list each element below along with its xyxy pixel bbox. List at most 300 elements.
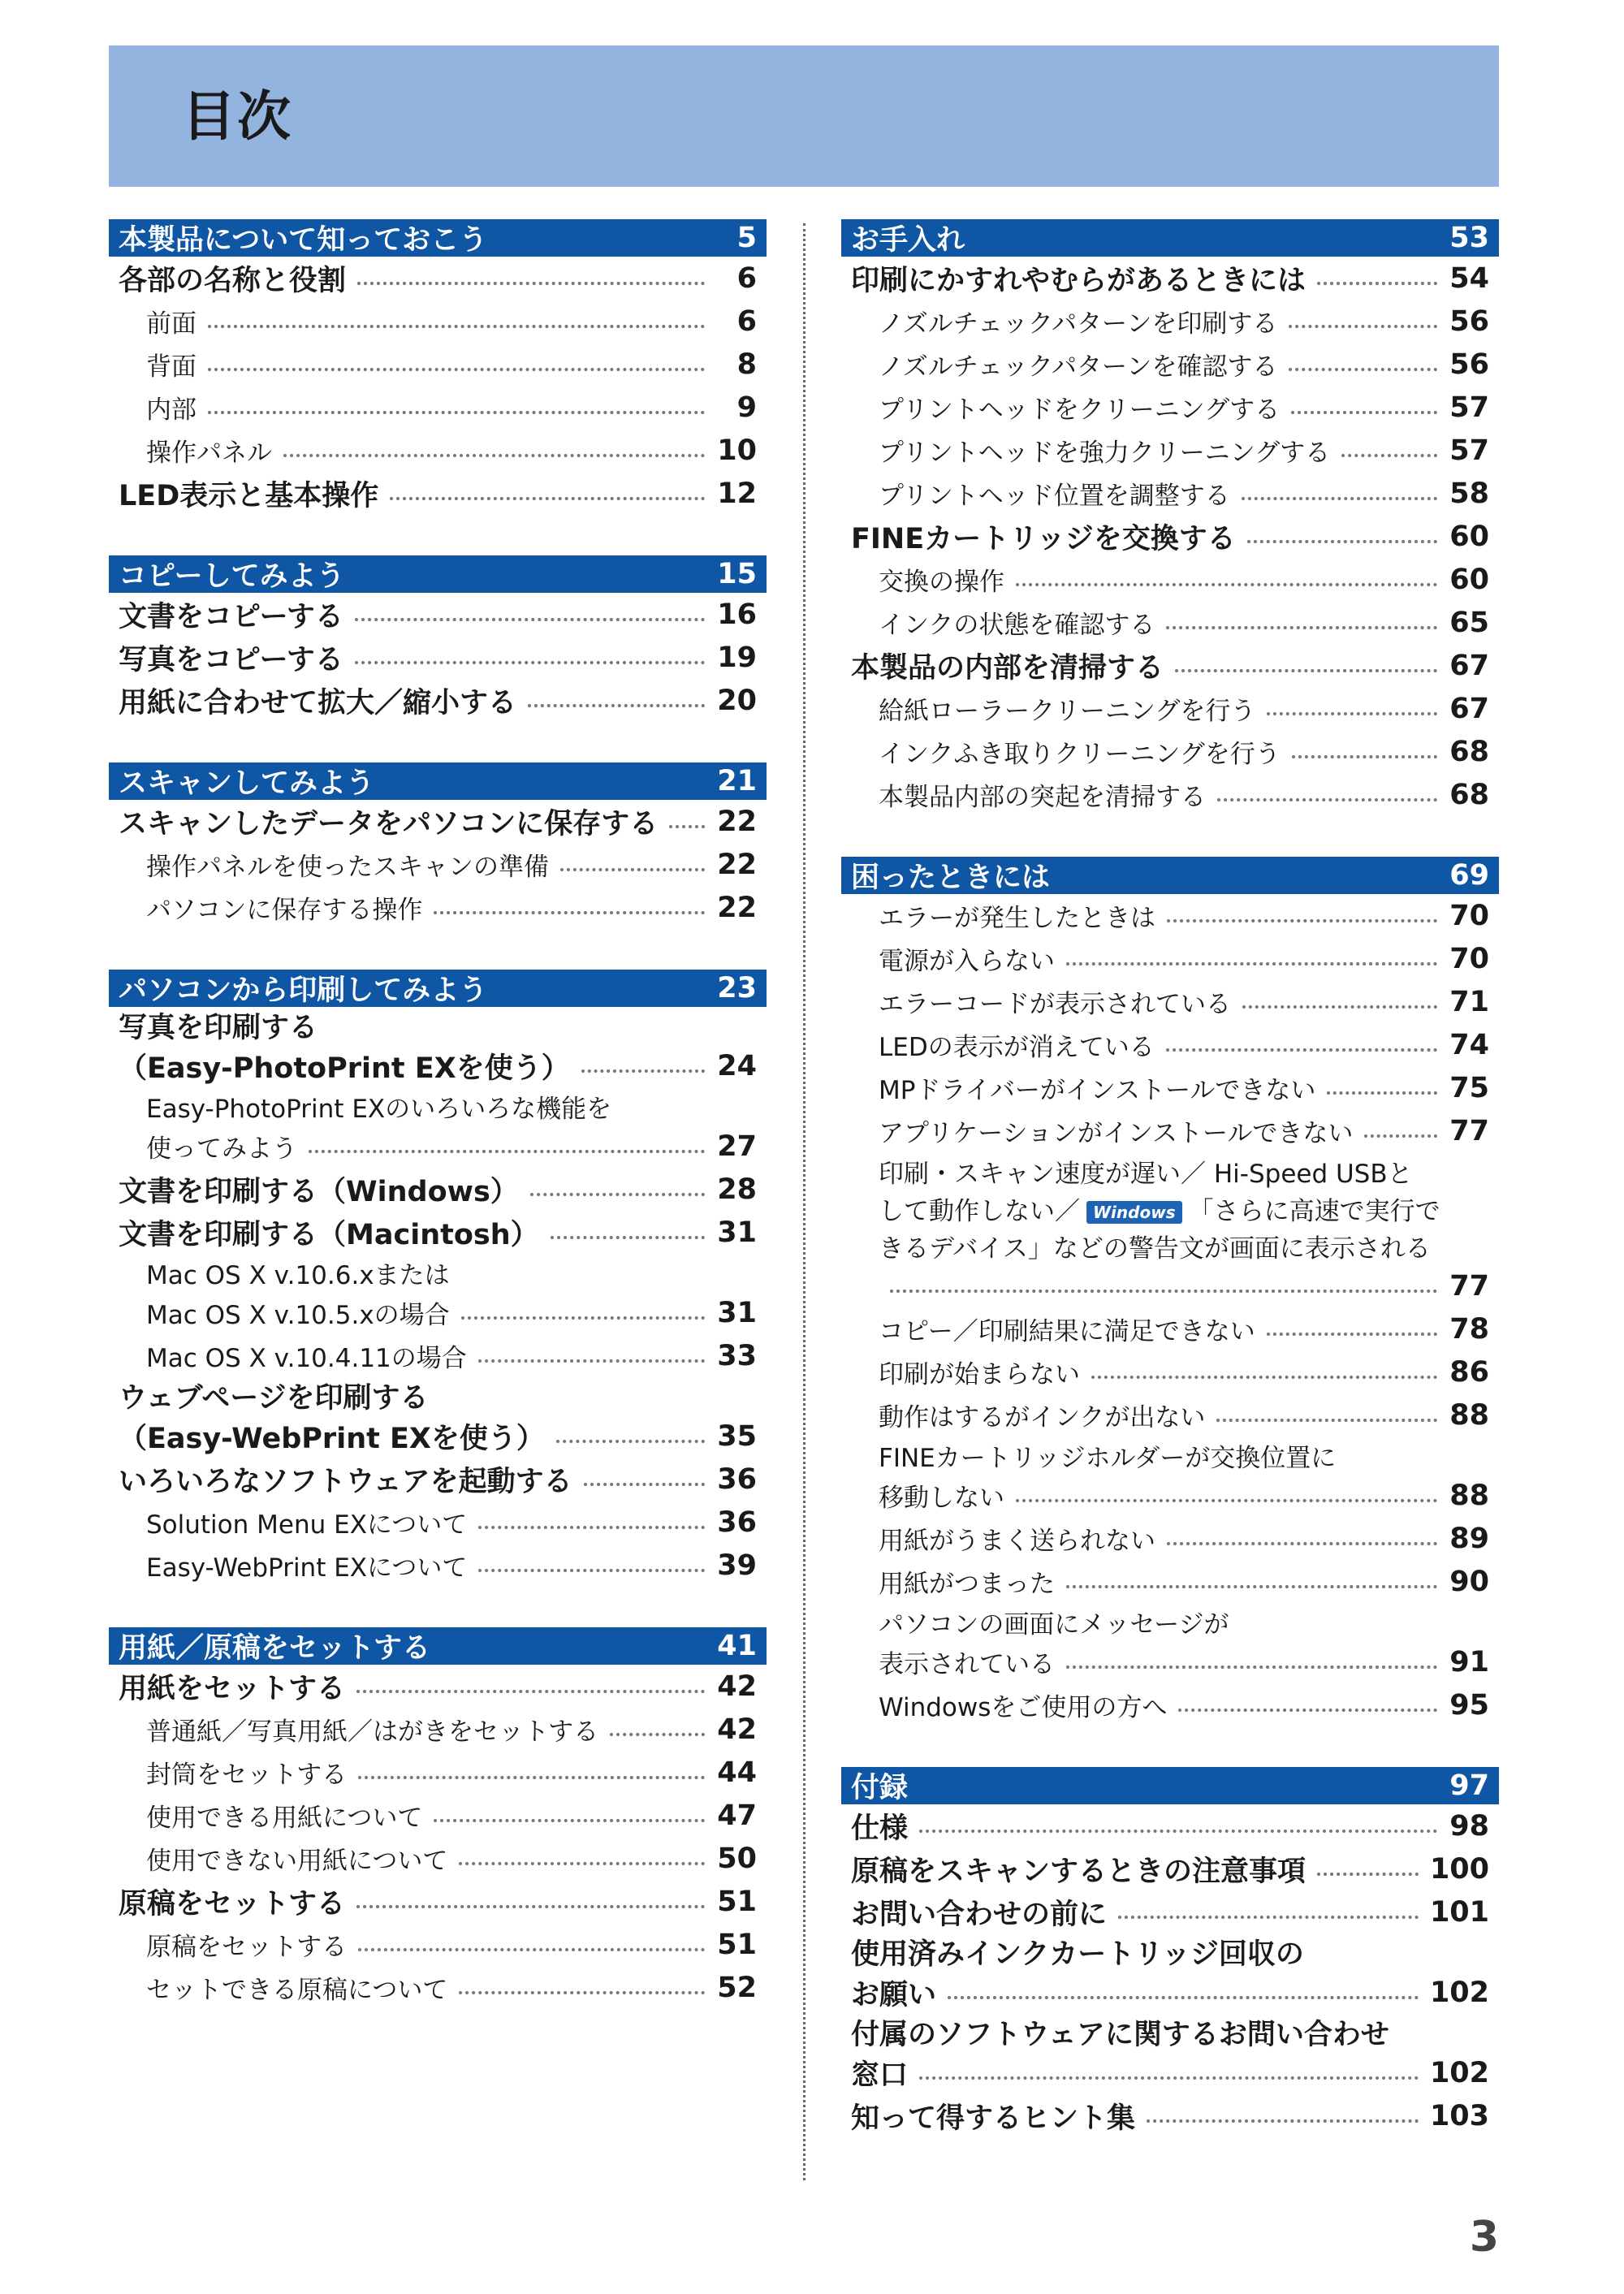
entry-text: パソコンの画面にメッセージが [879,1609,1229,1639]
toc-entry-line [841,1152,1499,1190]
section-header[interactable] [109,1627,767,1665]
toc-entry-line [109,1087,767,1125]
toc-entry[interactable] [841,1517,1499,1560]
entry-text: 用紙がうまく送られない [879,1527,1155,1556]
entry-text: セットできる原稿について [146,1976,448,2005]
entry-text: 使用できる用紙について [146,1804,423,1833]
toc-entry[interactable] [841,894,1499,937]
entry-text: プリントヘッドをクリーニングする [879,395,1281,425]
entry-text: 操作パネルを使ったスキャンの準備 [146,853,549,882]
dot-leader [390,497,705,500]
toc-entry[interactable] [841,937,1499,980]
dot-leader [478,1526,705,1529]
dot-leader [1147,2119,1419,2123]
dot-leader [461,1316,705,1320]
toc-entry[interactable] [841,601,1499,644]
entry-page: 33 [717,1339,757,1372]
entry-text: 原稿をセットする [146,1933,348,1962]
section-header[interactable] [109,970,767,1007]
entry-text: （Easy-PhotoPrint EXを使う） [119,1052,570,1085]
entry-page: 42 [717,1670,757,1703]
dot-leader [1216,1419,1437,1422]
toc-entry[interactable] [109,843,767,886]
entry-text: エラーコードが表示されている [879,990,1231,1019]
toc-entry[interactable] [841,1890,1499,1933]
toc-entry[interactable] [841,429,1499,472]
dot-leader [560,868,705,871]
dot-leader [1289,368,1437,371]
entry-text: 用紙がつまった [879,1570,1055,1599]
section-title: お手入れ [851,224,965,257]
dot-leader [459,1862,705,1865]
toc-entry[interactable] [109,1708,767,1751]
section-page: 53 [1449,222,1489,254]
toc-entry[interactable] [841,980,1499,1023]
dot-leader [551,1236,705,1239]
entry-page: 95 [1449,1688,1489,1722]
entry-page: 58 [1449,477,1489,510]
dot-leader [434,911,705,914]
toc-entry[interactable] [109,300,767,343]
entry-text: Windowsをご使用の方へ [879,1693,1168,1722]
toc-entry-line [841,2014,1499,2051]
dot-leader [208,411,705,414]
entry-text: 前面 [146,309,197,339]
toc-entry[interactable] [841,2094,1499,2137]
toc-entry[interactable] [109,1125,767,1168]
dot-leader [358,1948,705,1951]
section-header[interactable] [109,763,767,800]
entry-text: 普通紙／写真用紙／はがきをセットする [146,1717,599,1747]
entry-text: 窓口 [851,2059,909,2092]
dot-leader [355,661,705,664]
dot-leader [355,618,705,621]
entry-text: 本製品内部の突起を清掃する [879,783,1206,812]
entry-text: 文書を印刷する（Windows） [119,1175,519,1208]
toc-entry-line [841,1227,1499,1264]
dot-leader [610,1733,705,1736]
entry-page: 70 [1449,942,1489,975]
entry-text: 各部の名称と役割 [119,264,347,297]
dot-leader [1327,1091,1437,1095]
entry-text: 付属のソフトウェアに関するお問い合わせ [851,2019,1389,2051]
entry-text: インクの状態を確認する [879,611,1155,640]
toc-entry-line [841,1436,1499,1474]
entry-text: 操作パネル [146,438,272,468]
entry-page: 42 [717,1713,757,1746]
page-title: 目次 [182,85,292,148]
entry-text: 使用できない用紙について [146,1847,448,1876]
entry-page: 6 [736,261,757,295]
entry-page: 51 [717,1885,757,1918]
entry-page: 54 [1449,261,1489,295]
entry-text: Mac OS X v.10.6.xまたは [146,1260,450,1290]
entry-text: 背面 [146,352,197,382]
entry-page: 56 [1449,305,1489,338]
dot-leader [528,704,705,707]
dot-leader [358,1776,705,1779]
toc-entry[interactable] [109,886,767,929]
entry-page: 35 [717,1419,757,1453]
toc-entry[interactable] [841,1350,1499,1393]
entry-text: LED表示と基本操作 [119,479,379,512]
entry-text: ノズルチェックパターンを印刷する [879,309,1278,339]
entry-text: 原稿をセットする [119,1887,345,1920]
entry-page: 51 [717,1928,757,1961]
dot-leader [1292,755,1437,758]
entry-page: 47 [717,1799,757,1832]
toc-entry[interactable] [109,1923,767,1966]
dot-leader [356,1690,705,1693]
toc-entry[interactable] [841,515,1499,558]
toc-entry[interactable] [841,257,1499,300]
section-page: 23 [717,972,757,1004]
dot-leader [1289,325,1437,328]
dot-leader [1242,1005,1437,1009]
toc-entry[interactable] [841,386,1499,429]
section-gap [109,515,767,555]
entry-text: アプリケーションがインストールできない [879,1119,1354,1148]
entry-page: 89 [1449,1522,1489,1555]
section-title: 用紙／原稿をセットする [119,1632,430,1665]
section-page: 97 [1449,1769,1489,1802]
dot-leader [1118,1916,1419,1919]
entry-page: 102 [1429,2056,1489,2089]
windows-logo-icon: Windows [1086,1201,1182,1224]
toc-entry[interactable] [841,773,1499,816]
entry-text: パソコンに保存する操作 [146,896,423,925]
entry-page: 57 [1449,391,1489,424]
section-header[interactable] [841,219,1499,257]
entry-text: 表示されている [879,1650,1055,1679]
toc-entry-line [841,1933,1499,1971]
entry-page: 101 [1429,1895,1489,1929]
entry-page: 39 [717,1549,757,1582]
dot-leader [208,325,705,328]
entry-page: 60 [1449,520,1489,553]
entry-text: 使用済みインクカートリッジ回収の [851,1938,1304,1971]
dot-leader [356,1905,705,1908]
dot-leader [283,454,705,457]
dot-leader [1016,1499,1437,1502]
dot-leader [948,1996,1419,1999]
entry-text: スキャンしたデータをパソコンに保存する [119,807,659,840]
entry-page: 67 [1449,649,1489,682]
dot-leader [919,1830,1437,1833]
entry-text: 電源が入らない [879,947,1055,976]
entry-page: 77 [1449,1269,1489,1303]
entry-page: 67 [1449,692,1489,725]
toc-entry[interactable] [841,1847,1499,1890]
toc-entry[interactable] [841,1066,1499,1109]
toc-entry[interactable] [109,1168,767,1211]
section-page: 21 [717,765,757,797]
entry-text: 動作はするがインクが出ない [879,1403,1206,1432]
entry-text: 使ってみよう [146,1134,297,1164]
entry-page: 100 [1429,1852,1489,1886]
entry-text: プリントヘッド位置を調整する [879,482,1230,511]
section-header[interactable] [841,857,1499,894]
entry-text: ノズルチェックパターンを確認する [879,352,1278,382]
dot-leader [1247,540,1437,543]
section-page: 15 [717,558,757,590]
dot-leader [459,1991,705,1994]
toc-entry-line [109,1377,767,1415]
toc-entry[interactable] [109,472,767,515]
entry-text: ウェブページを印刷する [119,1382,429,1415]
entry-text: FINEカートリッジホルダーが交換位置に [879,1443,1337,1473]
section-title: 付録 [851,1772,909,1804]
section-gap [841,1726,1499,1767]
toc-entry[interactable] [109,386,767,429]
entry-text: 仕様 [851,1812,909,1845]
entry-page: 24 [717,1049,757,1082]
entry-page: 68 [1449,778,1489,811]
entry-text: Mac OS X v.10.4.11の場合 [146,1344,467,1373]
toc-entry[interactable] [109,1880,767,1923]
entry-page: 20 [717,684,757,717]
toc-entry[interactable] [109,1794,767,1837]
entry-page: 27 [717,1130,757,1163]
entry-page: 31 [717,1216,757,1249]
toc-entry[interactable] [109,1334,767,1377]
entry-page: 60 [1449,563,1489,596]
toc-entry[interactable] [841,1307,1499,1350]
entry-page: 36 [717,1506,757,1539]
section-page: 5 [736,222,757,254]
entry-page: 36 [717,1462,757,1496]
dot-leader [584,1483,705,1486]
dot-leader [890,1290,1437,1293]
dot-leader [1175,669,1437,672]
entry-text: 移動しない [879,1484,1004,1513]
toc-entry[interactable] [841,2051,1499,2094]
entry-text: 原稿をスキャンするときの注意事項 [851,1855,1307,1888]
toc-entry[interactable] [841,1264,1499,1307]
section-title: パソコンから印刷してみよう [119,974,488,1007]
entry-page: 9 [736,391,757,424]
entry-page: 91 [1449,1645,1489,1678]
toc-entry[interactable] [109,1458,767,1501]
toc-entry-line [841,1603,1499,1640]
entry-page: 77 [1449,1114,1489,1147]
entry-page: 102 [1429,1976,1489,2009]
section-gap [109,1587,767,1627]
dot-leader [556,1440,705,1443]
entry-page: 98 [1449,1809,1489,1843]
toc-entry[interactable] [841,1109,1499,1152]
toc-entry[interactable] [109,429,767,472]
entry-page: 65 [1449,606,1489,639]
entry-text: 印刷が始まらない [879,1360,1080,1389]
toc-entry-line [109,1254,767,1291]
toc-entry[interactable] [109,343,767,386]
column-divider [803,223,806,2180]
entry-text: （Easy-WebPrint EXを使う） [119,1422,545,1455]
dot-leader [478,1359,705,1363]
dot-leader [1341,454,1437,457]
dot-leader [669,825,705,828]
entry-page: 22 [717,805,757,838]
toc-entry[interactable] [841,687,1499,730]
entry-page: 56 [1449,348,1489,381]
entry-page: 22 [717,848,757,881]
dot-leader [1066,1585,1437,1588]
entry-page: 88 [1449,1398,1489,1432]
dot-leader [1267,1333,1437,1336]
dot-leader [1217,798,1437,801]
entry-page: 12 [717,477,757,510]
entry-page: 31 [717,1296,757,1329]
entry-text: 印刷・スキャン速度が遅い／ Hi-Speed USBと [879,1159,1413,1189]
toc-entry[interactable] [109,800,767,843]
toc-right-column [841,219,1499,2137]
toc-entry[interactable] [841,1804,1499,1847]
entry-page: 74 [1449,1028,1489,1061]
title-banner [109,45,1499,187]
toc-entry[interactable] [841,1971,1499,2014]
dot-leader [1016,583,1437,586]
toc-entry[interactable] [109,1415,767,1458]
toc-entry[interactable] [109,1966,767,2009]
section-page: 41 [717,1630,757,1662]
section-header[interactable] [109,555,767,593]
entry-text: 印刷にかすれやむらがあるときには [851,264,1307,297]
toc-left-column [109,219,767,2009]
dot-leader [434,1819,705,1822]
section-header[interactable] [841,1767,1499,1804]
toc-entry-line [841,1190,1499,1227]
dot-leader [309,1150,705,1153]
dot-leader [1066,1665,1437,1669]
entry-text: いろいろなソフトウェアを起動する [119,1465,572,1498]
entry-page: 52 [717,1971,757,2004]
dot-leader [1167,919,1437,922]
toc-entry[interactable] [841,1393,1499,1436]
entry-text: Solution Menu EXについて [146,1510,468,1540]
section-gap [841,816,1499,857]
dot-leader [1166,1048,1437,1052]
entry-page: 10 [717,434,757,467]
toc-entry[interactable] [109,679,767,722]
toc-entry[interactable] [109,593,767,636]
entry-page: 57 [1449,434,1489,467]
entry-page: 88 [1449,1479,1489,1512]
toc-entry-line [109,1007,767,1044]
entry-page: 50 [717,1842,757,1875]
section-gap [109,929,767,970]
page-number: 3 [1469,2213,1499,2262]
entry-page: 68 [1449,735,1489,768]
entry-text: きるデバイス」などの警告文が画面に表示される [879,1233,1431,1264]
entry-text: Easy-PhotoPrint EXのいろいろな機能を [146,1094,612,1124]
toc-entry[interactable] [109,1211,767,1254]
entry-text: 用紙をセットする [119,1672,345,1705]
entry-text: LEDの表示が消えている [879,1033,1155,1062]
section-gap [109,722,767,763]
entry-text: お問い合わせの前に [851,1898,1108,1931]
section-header[interactable] [109,219,767,257]
dot-leader [1291,411,1437,414]
dot-leader [581,1069,705,1073]
section-title: スキャンしてみよう [119,767,375,800]
entry-page: 16 [717,598,757,631]
entry-page: 70 [1449,899,1489,932]
section-title: 困ったときには [851,862,1051,894]
entry-page: 86 [1449,1355,1489,1389]
entry-text: 本製品の内部を清掃する [851,651,1164,685]
toc-entry[interactable] [841,300,1499,343]
toc-entry[interactable] [109,257,767,300]
entry-page: 8 [736,348,757,381]
toc-entry[interactable] [841,1023,1499,1066]
toc-entry[interactable] [109,1501,767,1544]
toc-entry[interactable] [841,343,1499,386]
toc-entry[interactable] [841,1560,1499,1603]
entry-text: MPドライバーがインストールできない [879,1076,1316,1105]
entry-page: 22 [717,891,757,924]
entry-text: 写真を印刷する [119,1012,318,1044]
entry-page: 6 [736,305,757,338]
toc-entry[interactable] [841,730,1499,773]
section-title: コピーしてみよう [119,560,345,593]
toc-entry[interactable] [841,1683,1499,1726]
toc-entry[interactable] [841,644,1499,687]
entry-page: 28 [717,1173,757,1206]
dot-leader [530,1193,705,1196]
section-title: 本製品について知っておこう [119,224,488,257]
dot-leader [1166,626,1437,629]
entry-page: 75 [1449,1071,1489,1104]
entry-text: して動作しない／ Windows 「さらに高速で実行で [879,1196,1440,1226]
entry-text: 文書を印刷する（Macintosh） [119,1218,539,1251]
entry-page: 103 [1429,2099,1489,2132]
entry-text: FINEカートリッジを交換する [851,522,1236,555]
dot-leader [1091,1376,1437,1379]
dot-leader [919,2076,1419,2080]
toc-entry[interactable] [841,1474,1499,1517]
entry-text: プリントヘッドを強力クリーニングする [879,438,1331,468]
toc-entry[interactable] [109,1751,767,1794]
entry-text: 給紙ローラークリーニングを行う [879,697,1256,726]
entry-text: 文書をコピーする [119,600,343,633]
entry-text: エラーが発生したときは [879,904,1155,933]
toc-entry[interactable] [109,1044,767,1087]
entry-page: 78 [1449,1312,1489,1346]
toc-entry[interactable] [109,1837,767,1880]
toc-entry[interactable] [109,1665,767,1708]
dot-leader [208,368,705,371]
toc-entry[interactable] [109,1291,767,1334]
entry-text: 封筒をセットする [146,1760,348,1790]
toc-entry[interactable] [841,472,1499,515]
toc-entry[interactable] [109,636,767,679]
dot-leader [357,282,705,285]
toc-entry[interactable] [109,1544,767,1587]
entry-text: 内部 [146,395,197,425]
dot-leader [1267,712,1437,715]
entry-text: 写真をコピーする [119,643,343,676]
dot-leader [1178,1709,1437,1712]
entry-text: インクふき取りクリーニングを行う [879,740,1281,769]
toc-entry[interactable] [841,558,1499,601]
dot-leader [1167,1542,1437,1545]
dot-leader [1066,962,1437,966]
dot-leader [1317,1873,1419,1876]
toc-entry[interactable] [841,1640,1499,1683]
entry-text: 知って得するヒント集 [851,2102,1136,2135]
dot-leader [1364,1134,1437,1138]
